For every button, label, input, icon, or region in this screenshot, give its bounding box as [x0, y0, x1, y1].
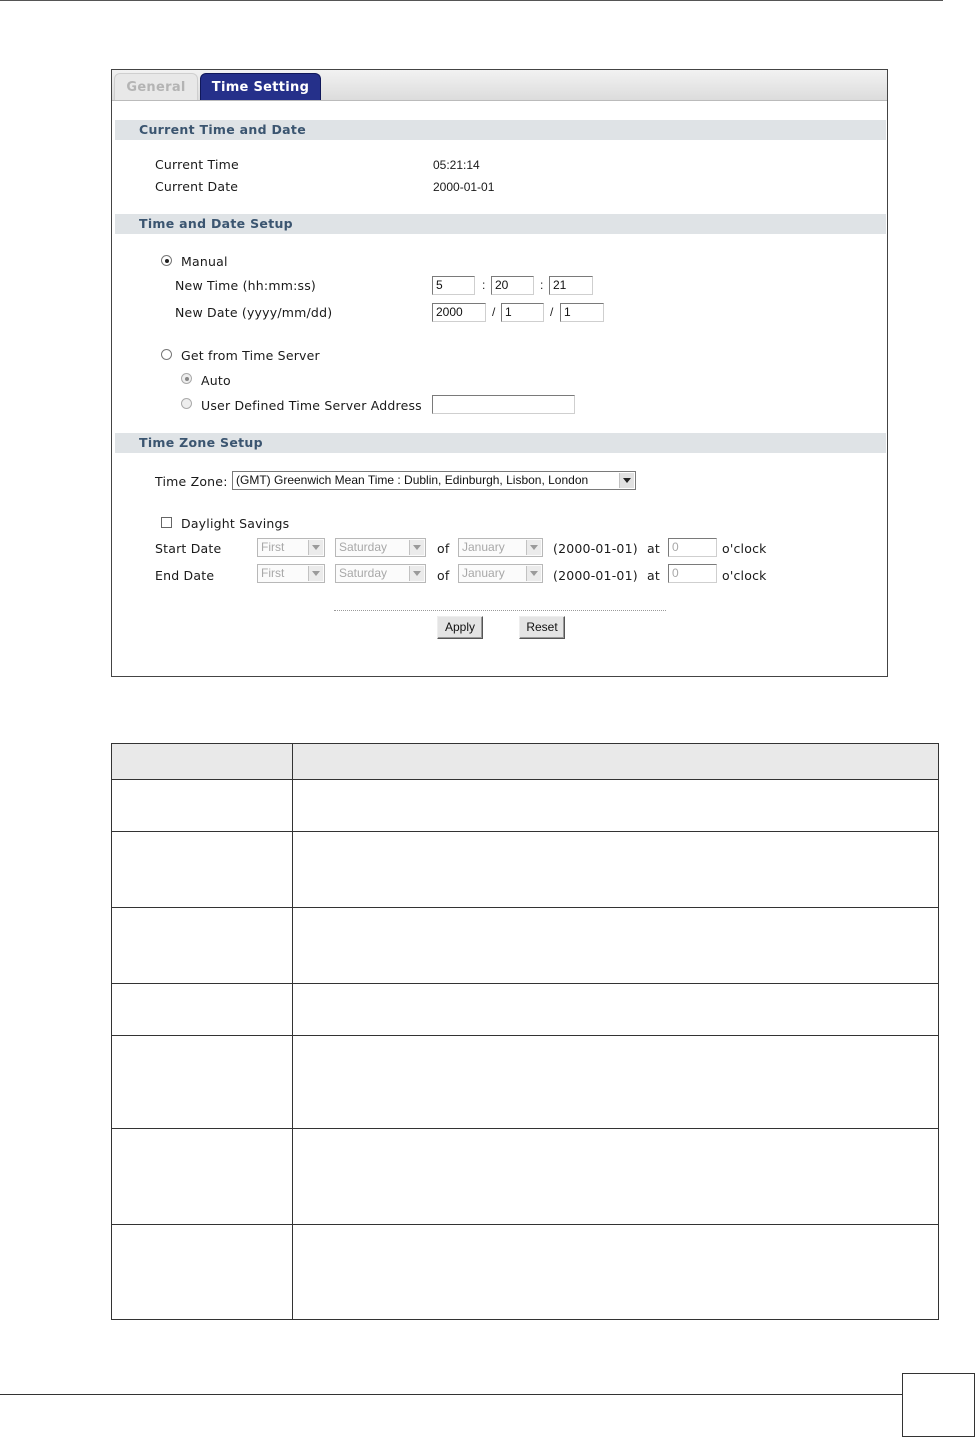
end-week-value: First: [261, 566, 285, 580]
time-server-radio[interactable]: [161, 349, 172, 360]
section-time-date-setup: Time and Date Setup: [115, 214, 886, 234]
current-date-value: 2000-01-01: [433, 180, 495, 194]
table-cell: [293, 908, 939, 984]
start-week-value: First: [261, 540, 285, 554]
table-cell: [293, 1225, 939, 1320]
table-row: [112, 780, 939, 832]
table-cell: [112, 780, 293, 832]
start-date-hint: (2000-01-01): [553, 541, 638, 556]
user-defined-radio[interactable]: [181, 398, 192, 409]
end-month-select[interactable]: [458, 564, 543, 583]
end-at-label: at: [647, 568, 660, 583]
table-cell: [293, 1036, 939, 1129]
hour-input[interactable]: 5: [432, 276, 475, 295]
header-rule: [0, 0, 943, 1]
day-input[interactable]: 1: [560, 303, 604, 322]
table-row: [112, 1036, 939, 1129]
auto-radio[interactable]: [181, 373, 192, 384]
date-separator-1: /: [492, 305, 496, 319]
reset-button[interactable]: Reset: [519, 616, 565, 639]
time-separator-1: :: [482, 278, 486, 292]
manual-radio[interactable]: [161, 255, 172, 266]
table-cell: [293, 832, 939, 908]
end-month-value: January: [462, 566, 505, 580]
chevron-down-icon: [619, 473, 634, 488]
daylight-savings-label: Daylight Savings: [181, 516, 290, 531]
footer-rule: [0, 1394, 902, 1395]
date-separator-2: /: [550, 305, 554, 319]
tab-bar: [112, 70, 887, 101]
user-defined-label: User Defined Time Server Address: [201, 398, 422, 413]
current-time-value: 05:21:14: [433, 158, 480, 172]
section-time-zone-setup: Time Zone Setup: [115, 433, 886, 453]
second-input[interactable]: 21: [549, 276, 593, 295]
year-input[interactable]: 2000: [432, 303, 486, 322]
apply-button[interactable]: Apply: [437, 616, 483, 639]
time-zone-value: (GMT) Greenwich Mean Time : Dublin, Edinburgh, Lisbon, London: [236, 473, 589, 487]
description-table: [111, 743, 939, 1320]
daylight-savings-checkbox[interactable]: [161, 517, 172, 528]
table-cell: [293, 780, 939, 832]
time-separator-2: :: [540, 278, 544, 292]
time-setting-screen: [111, 69, 888, 677]
table-cell: [112, 984, 293, 1036]
end-date-hint: (2000-01-01): [553, 568, 638, 583]
table-header-row: [112, 744, 939, 780]
end-week-select[interactable]: [257, 564, 325, 583]
start-week-select[interactable]: [257, 538, 325, 557]
new-time-label: New Time (hh:mm:ss): [175, 278, 317, 293]
end-date-label: End Date: [155, 568, 215, 583]
table-cell: [112, 1225, 293, 1320]
end-weekday-value: Saturday: [339, 566, 388, 580]
table-cell: [112, 1036, 293, 1129]
start-hour-input[interactable]: 0: [668, 538, 717, 557]
chevron-down-icon: [526, 540, 541, 555]
table-cell: [112, 744, 293, 780]
chevron-down-icon: [409, 540, 424, 555]
time-zone-label: Time Zone:: [155, 474, 228, 489]
table-row: [112, 984, 939, 1036]
start-oclock-label: o'clock: [722, 541, 767, 556]
manual-label: Manual: [181, 254, 228, 269]
table-cell: [112, 832, 293, 908]
auto-label: Auto: [201, 373, 231, 388]
end-hour-input[interactable]: 0: [668, 564, 717, 583]
tab-time-setting[interactable]: Time Setting: [200, 73, 321, 100]
table-cell: [293, 744, 939, 780]
month-input[interactable]: 1: [501, 303, 544, 322]
start-of-label: of: [437, 541, 450, 556]
current-date-label: Current Date: [155, 179, 239, 194]
time-server-address-input[interactable]: [432, 395, 575, 414]
table-row: [112, 832, 939, 908]
chevron-down-icon: [526, 566, 541, 581]
button-divider: [334, 610, 666, 611]
tab-general[interactable]: General: [114, 73, 198, 100]
table-cell: [293, 1129, 939, 1225]
table-row: [112, 1225, 939, 1320]
section-current-time: Current Time and Date: [115, 120, 886, 140]
end-weekday-select[interactable]: [335, 564, 426, 583]
start-at-label: at: [647, 541, 660, 556]
chevron-down-icon: [308, 540, 323, 555]
time-zone-select[interactable]: [232, 471, 636, 490]
end-oclock-label: o'clock: [722, 568, 767, 583]
table-cell: [112, 908, 293, 984]
new-date-label: New Date (yyyy/mm/dd): [175, 305, 333, 320]
table-row: [112, 1129, 939, 1225]
end-of-label: of: [437, 568, 450, 583]
start-weekday-select[interactable]: [335, 538, 426, 557]
table-cell: [293, 984, 939, 1036]
table-row: [112, 908, 939, 984]
current-time-label: Current Time: [155, 157, 239, 172]
minute-input[interactable]: 20: [491, 276, 534, 295]
start-weekday-value: Saturday: [339, 540, 388, 554]
table-cell: [112, 1129, 293, 1225]
chevron-down-icon: [308, 566, 323, 581]
start-date-label: Start Date: [155, 541, 222, 556]
chevron-down-icon: [409, 566, 424, 581]
start-month-select[interactable]: [458, 538, 543, 557]
time-server-label: Get from Time Server: [181, 348, 320, 363]
page-number-box: [902, 1373, 975, 1437]
start-month-value: January: [462, 540, 505, 554]
